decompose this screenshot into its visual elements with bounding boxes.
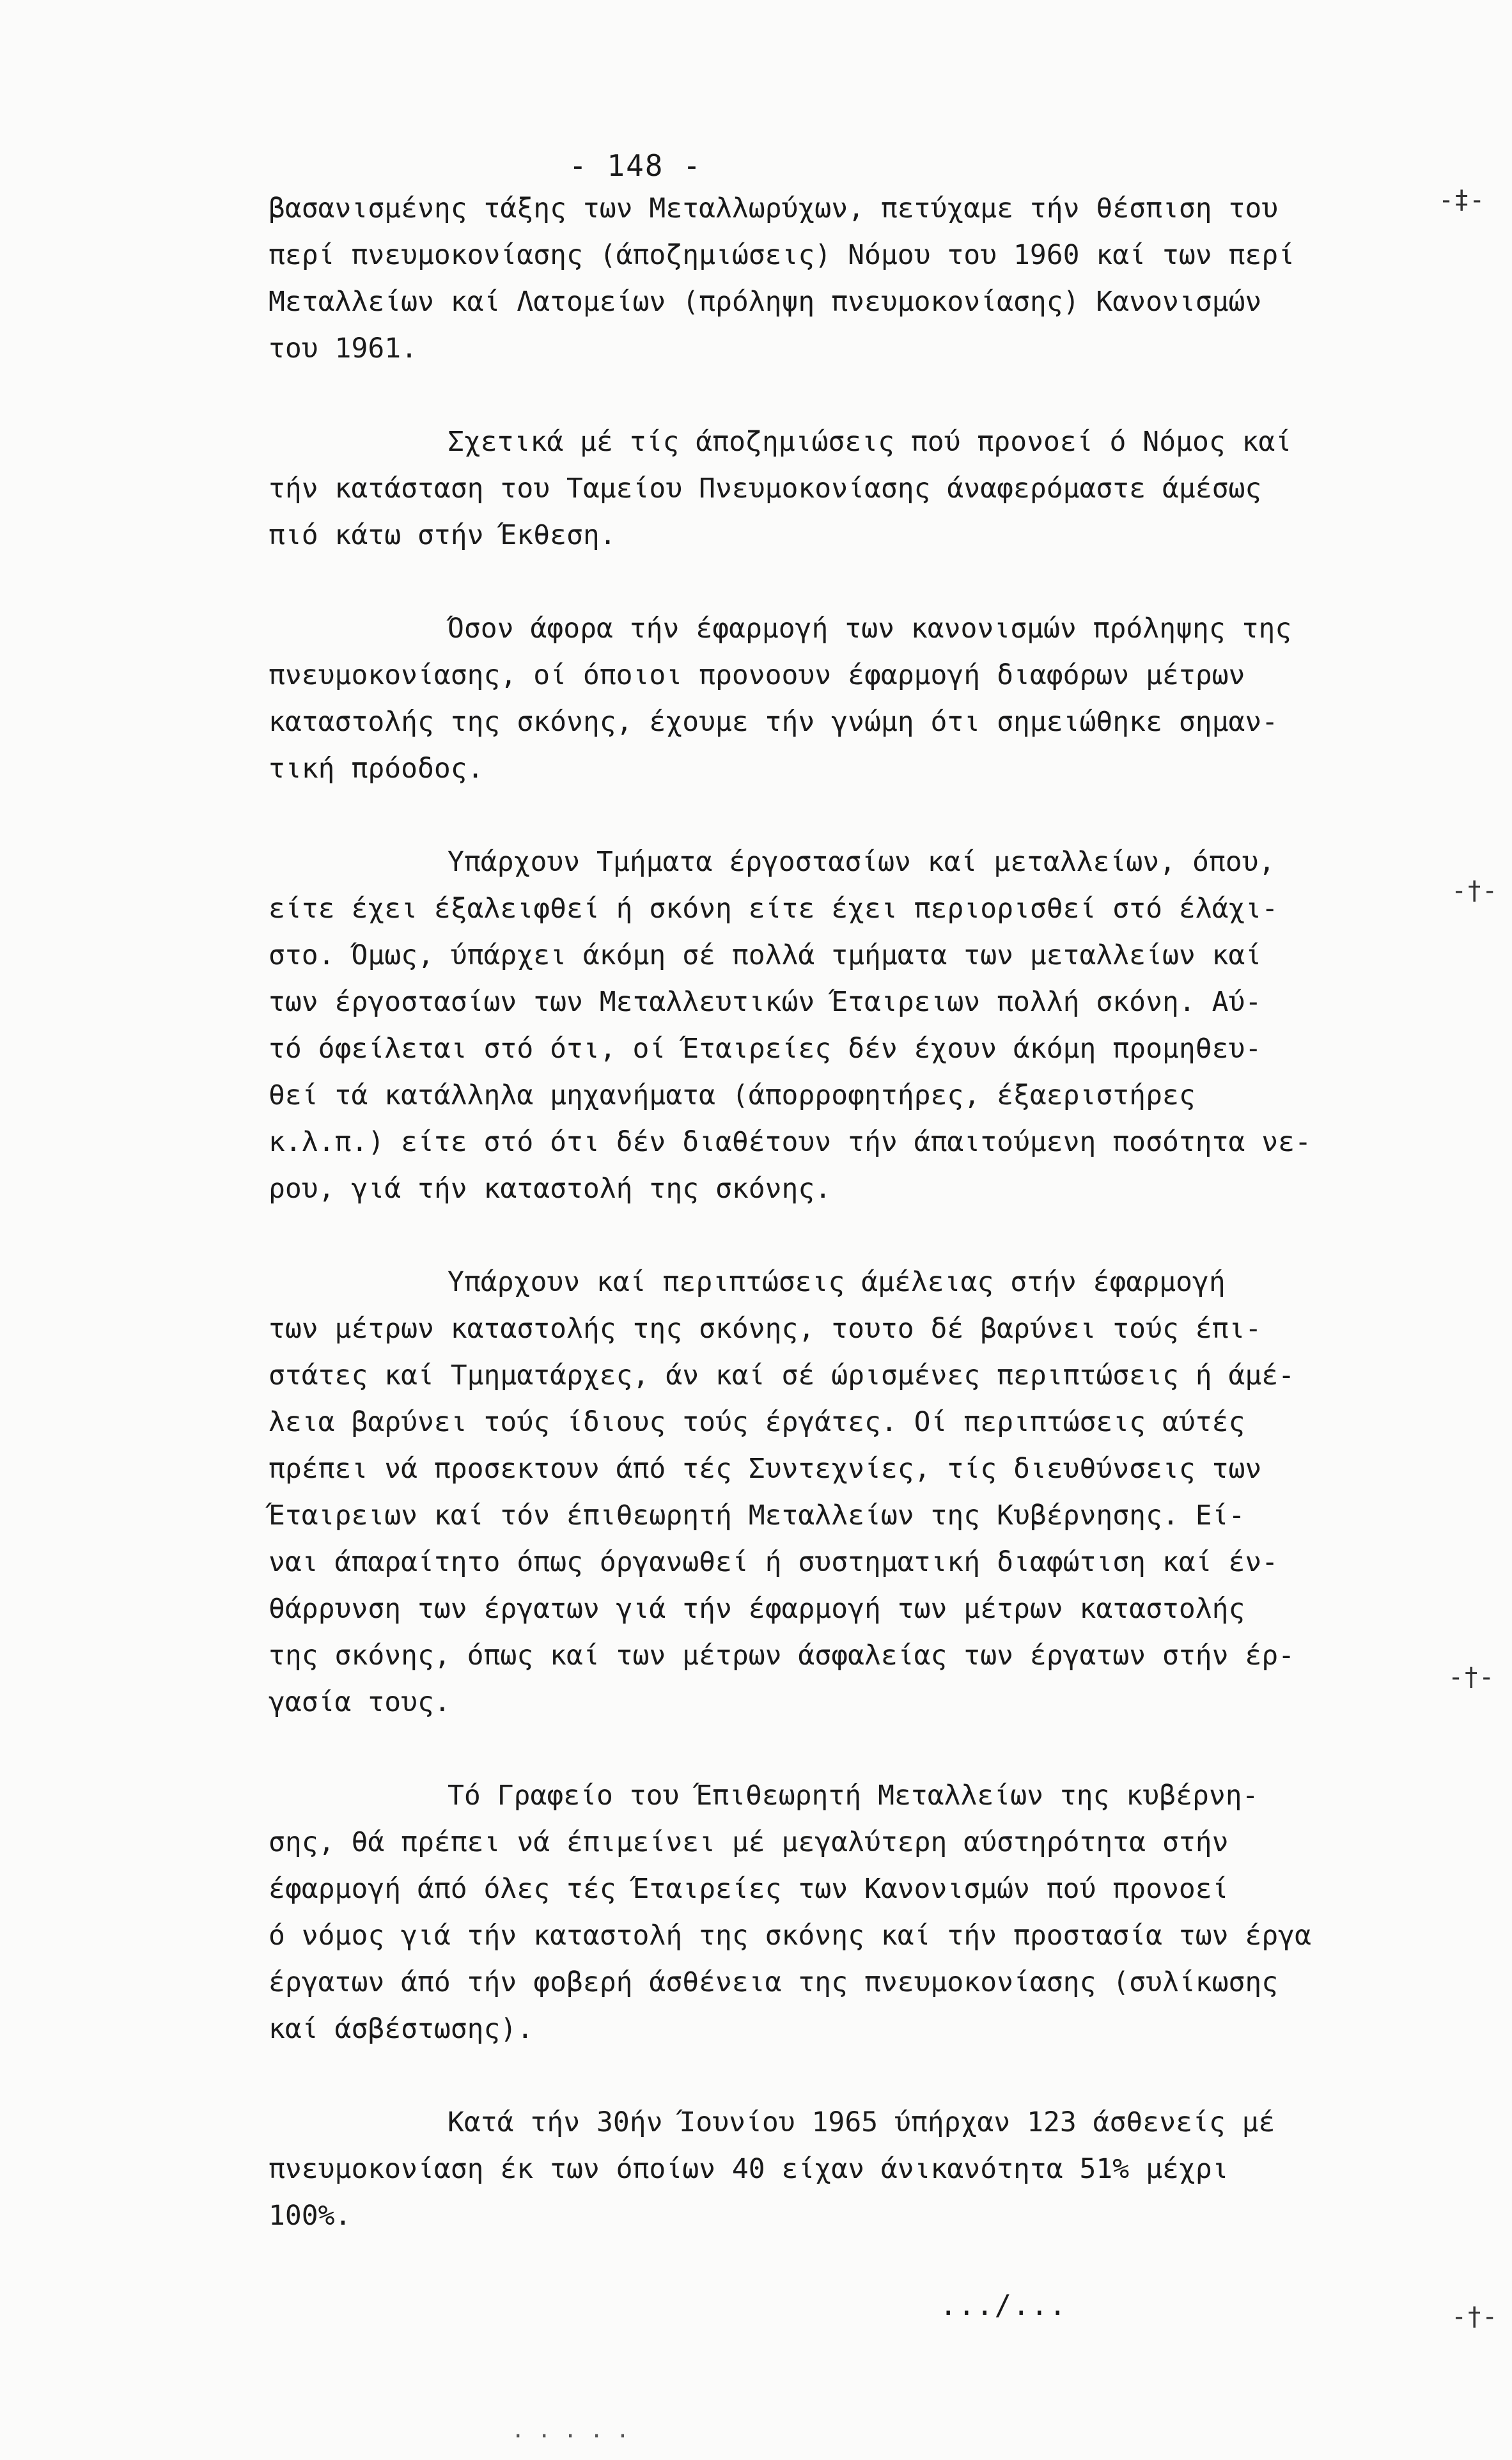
text-line: Μεταλλείων καί Λατομείων (πρόληψη πνευμοκονίασης) Κανονισμών bbox=[269, 286, 1262, 318]
document-body bbox=[269, 185, 1387, 2286]
text-line: Όσον άφορα τήν έφαρμογή των κανονισμών πρόληψης της bbox=[448, 613, 1292, 645]
text-line: των μέτρων καταστολής της σκόνης, τουτο δέ βαρύνει τούς έπι- bbox=[269, 1313, 1262, 1345]
text-line: πρέπει νά προσεκτουν άπό τές Συντεχνίες, τίς διευθύνσεις των bbox=[269, 1453, 1262, 1485]
paragraph-2 bbox=[269, 419, 1387, 559]
text-line: Τό Γραφείο του Έπιθεωρητή Μεταλλείων της κυβέρνη- bbox=[448, 1780, 1259, 1812]
text-line: πιό κάτω στήν Έκθεση. bbox=[269, 519, 616, 551]
text-line: θεί τά κατάλληλα μηχανήματα (άπορροφητήρες, έξαεριστήρες bbox=[269, 1079, 1196, 1111]
text-line: Κατά τήν 30ήν Ίουνίου 1965 ύπήρχαν 123 άσθενείς μέ bbox=[448, 2106, 1275, 2138]
text-line: πνευμοκονίαση έκ των όποίων 40 είχαν άνικανότητα 51% μέχρι bbox=[269, 2153, 1229, 2185]
margin-tick-icon: -‡- bbox=[1438, 185, 1485, 215]
continuation-mark: .../... bbox=[940, 2289, 1068, 2322]
margin-cross-icon: -†- bbox=[1448, 1663, 1495, 1692]
text-line: Έταιρειων καί τόν έπιθεωρητή Μεταλλείων της Κυβέρνησης. Εί- bbox=[269, 1500, 1245, 1532]
text-line: έφαρμογή άπό όλες τές Έταιρείες των Κανονισμών πού προνοεί bbox=[269, 1873, 1229, 1905]
paragraph-1 bbox=[269, 185, 1387, 372]
paragraph-4 bbox=[269, 839, 1387, 1212]
text-line: τήν κατάσταση του Ταμείου Πνευμοκονίασης άναφερόμαστε άμέσως bbox=[269, 473, 1262, 505]
text-line: ρου, γιά τήν καταστολή της σκόνης. bbox=[269, 1173, 832, 1205]
paragraph-7 bbox=[269, 2099, 1387, 2239]
text-line: κ.λ.π.) είτε στό ότι δέν διαθέτουν τήν άπαιτούμενη ποσότητα νε- bbox=[269, 1126, 1311, 1158]
text-line: θάρρυνση των έργατων γιά τήν έφαρμογή των μέτρων καταστολής bbox=[269, 1593, 1245, 1625]
text-line: τό όφείλεται στό ότι, οί Έταιρείες δέν έχουν άκόμη προμηθευ- bbox=[269, 1033, 1262, 1065]
text-line: στάτες καί Τμηματάρχες, άν καί σέ ώρισμένες περιπτώσεις ή άμέ- bbox=[269, 1359, 1295, 1391]
text-line: πνευμοκονίασης, οί όποιοι προνοουν έφαρμογή διαφόρων μέτρων bbox=[269, 659, 1245, 691]
text-line: λεια βαρύνει τούς ίδιους τούς έργάτες. Οί περιπτώσεις αύτές bbox=[269, 1406, 1245, 1438]
text-line: βασανισμένης τάξης των Μεταλλωρύχων, πετύχαμε τήν θέσπιση του bbox=[269, 192, 1279, 224]
text-line: του 1961. bbox=[269, 333, 417, 364]
text-line: γασία τους. bbox=[269, 1686, 451, 1718]
text-line: καταστολής της σκόνης, έχουμε τήν γνώμη ότι σημειώθηκε σημαν- bbox=[269, 706, 1279, 738]
page-number: - 148 - bbox=[569, 148, 702, 183]
text-line: περί πνευμοκονίασης (άποζημιώσεις) Νόμου του 1960 καί των περί bbox=[269, 239, 1295, 271]
margin-cross-icon: -†- bbox=[1451, 876, 1498, 905]
text-line: ναι άπαραίτητο όπως όργανωθεί ή συστηματική διαφώτιση καί έν- bbox=[269, 1546, 1279, 1578]
text-line: καί άσβέστωσης). bbox=[269, 2013, 534, 2045]
footer-mark: · · · · · bbox=[511, 2424, 630, 2449]
text-line: στο. Όμως, ύπάρχει άκόμη σέ πολλά τμήματα των μεταλλείων καί bbox=[269, 939, 1262, 971]
paragraph-3 bbox=[269, 606, 1387, 792]
text-line: είτε έχει έξαλειφθεί ή σκόνη είτε έχει περιορισθεί στό έλάχι- bbox=[269, 893, 1279, 925]
text-line: Σχετικά μέ τίς άποζημιώσεις πού προνοεί ό Νόμος καί bbox=[448, 426, 1292, 458]
paragraph-5 bbox=[269, 1259, 1387, 1726]
text-line: έργατων άπό τήν φοβερή άσθένεια της πνευμοκονίασης (συλίκωσης bbox=[269, 1966, 1279, 1998]
margin-cross-icon: -†- bbox=[1451, 2302, 1498, 2331]
text-line: ό νόμος γιά τήν καταστολή της σκόνης καί τήν προστασία των έργα bbox=[269, 1920, 1311, 1952]
text-line: της σκόνης, όπως καί των μέτρων άσφαλείας των έργατων στήν έρ- bbox=[269, 1640, 1295, 1672]
text-line: 100%. bbox=[269, 2200, 352, 2232]
text-line: των έργοστασίων των Μεταλλευτικών Έταιρειων πολλή σκόνη. Αύ- bbox=[269, 986, 1262, 1018]
text-line: Υπάρχουν καί περιπτώσεις άμέλειας στήν έφαρμογή bbox=[448, 1266, 1226, 1298]
text-line: σης, θά πρέπει νά έπιμείνει μέ μεγαλύτερη αύστηρότητα στήν bbox=[269, 1826, 1229, 1858]
paragraph-6 bbox=[269, 1773, 1387, 2053]
text-line: τική πρόοδος. bbox=[269, 753, 484, 785]
text-line: Υπάρχουν Τμήματα έργοστασίων καί μεταλλείων, όπου, bbox=[448, 846, 1275, 878]
